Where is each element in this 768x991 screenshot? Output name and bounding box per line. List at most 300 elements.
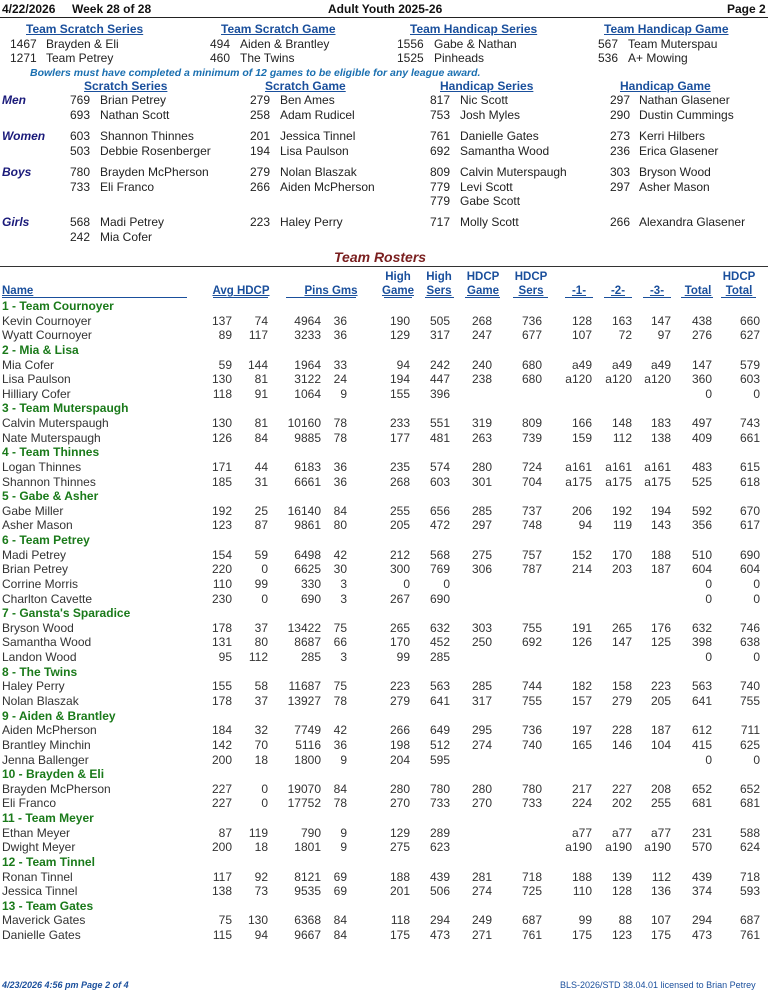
- bowler-game3: 138: [650, 430, 671, 445]
- individual-award-score: 297: [610, 93, 631, 107]
- bowler-pins: 8687: [294, 635, 321, 650]
- bowler-avg: 227: [211, 781, 232, 796]
- individual-award-score: 273: [610, 129, 631, 143]
- bowler-game2: 158: [611, 679, 632, 694]
- bowler-avg: 89: [218, 328, 232, 343]
- bowler-high-game: 280: [389, 781, 410, 796]
- team-name: 4 - Team Thinnes: [2, 445, 100, 460]
- bowler-name: Danielle Gates: [2, 928, 81, 943]
- bowler-game1: a77: [571, 825, 592, 840]
- bowler-game3: 143: [650, 518, 671, 533]
- individual-award-score: 780: [70, 165, 91, 179]
- bowler-name: Nate Muterspaugh: [2, 430, 101, 445]
- bowler-pins: 10160: [287, 416, 321, 431]
- bowler-pins: 9667: [294, 928, 321, 943]
- bowler-pins: 5116: [295, 737, 321, 752]
- individual-award-score: 693: [70, 107, 91, 122]
- bowler-hdcp-game: 275: [471, 547, 492, 562]
- bowler-name: Dwight Meyer: [2, 840, 76, 855]
- bowler-high-game: 190: [389, 313, 410, 328]
- bowler-hdcp-series: 733: [521, 796, 542, 811]
- bowler-hdcp-total: 761: [739, 928, 760, 943]
- bowler-hdcp-total: 660: [739, 313, 760, 328]
- individual-award-score: 266: [250, 179, 271, 194]
- col-header-pins-gms: Pins Gms: [304, 285, 358, 297]
- bowler-total: 276: [691, 328, 712, 343]
- col-header-high-sers: High Sers: [426, 271, 452, 297]
- bowler-games: 75: [333, 620, 347, 635]
- bowler-hdcp: 0: [261, 781, 268, 796]
- bowler-high-game: 300: [389, 562, 410, 577]
- bowler-hdcp-series: 737: [521, 503, 542, 518]
- bowler-game2: 147: [611, 635, 632, 650]
- bowler-high-series: 595: [429, 752, 450, 767]
- bowler-total: 415: [691, 737, 712, 752]
- individual-award-name: Asher Mason: [639, 179, 710, 194]
- bowler-high-game: 204: [389, 752, 410, 767]
- individual-award-score: 279: [250, 93, 271, 107]
- individual-award-name: Brian Petrey: [100, 93, 167, 107]
- individual-award-score: 779: [430, 194, 451, 208]
- report-date: 4/22/2026: [2, 2, 56, 16]
- bowler-game3: 205: [650, 694, 671, 708]
- bowler-name: Calvin Muterspaugh: [2, 416, 109, 431]
- individual-award-name: Calvin Muterspaugh: [460, 165, 567, 179]
- bowler-total: 0: [705, 576, 712, 591]
- individual-award-name: Gabe Scott: [460, 194, 521, 208]
- team-name: 5 - Gabe & Asher: [2, 489, 99, 504]
- bowler-game1: a49: [571, 357, 592, 372]
- bowler-pins: 1964: [294, 357, 321, 372]
- bowler-avg: 227: [211, 796, 232, 811]
- bowler-name: Jenna Ballenger: [2, 752, 89, 767]
- bowler-high-game: 198: [389, 737, 410, 752]
- bowler-game2: a120: [605, 372, 632, 387]
- award-category-label: Girls: [2, 215, 30, 229]
- bowler-games: 30: [333, 562, 347, 577]
- bowler-game3: 107: [650, 913, 671, 928]
- bowler-name: Ethan Meyer: [2, 825, 71, 840]
- bowler-hdcp-total: 690: [739, 547, 760, 562]
- bowler-hdcp-game: 281: [471, 869, 492, 884]
- bowler-hdcp: 81: [254, 416, 268, 431]
- team-name: 6 - Team Petrey: [2, 533, 90, 548]
- bowler-hdcp-total: 652: [739, 781, 760, 796]
- rosters-divider: [0, 266, 768, 267]
- bowler-name: Eli Franco: [2, 796, 57, 811]
- bowler-avg: 192: [211, 503, 232, 518]
- bowler-high-game: 265: [389, 620, 410, 635]
- bowler-game2: 112: [612, 430, 632, 445]
- bowler-name: Asher Mason: [2, 518, 73, 533]
- bowler-avg: 220: [211, 562, 232, 577]
- col-header-hdcp-game: HDCP Game: [466, 271, 500, 297]
- bowler-total: 409: [691, 430, 712, 445]
- bowler-game2: 192: [611, 503, 632, 518]
- eligibility-note: Bowlers must have completed a minimum of 12 games to be eligible for any league award.: [30, 67, 481, 79]
- bowler-total: 360: [691, 372, 712, 387]
- individual-award-name: Nic Scott: [460, 93, 509, 107]
- bowler-hdcp-total: 603: [739, 372, 760, 387]
- bowler-total: 0: [705, 591, 712, 606]
- bowler-total: 0: [705, 386, 712, 401]
- team-name: 10 - Brayden & Eli: [2, 767, 105, 782]
- bowler-hdcp-series: 780: [521, 781, 542, 796]
- bowler-avg: 126: [211, 430, 232, 445]
- bowler-hdcp-game: 280: [471, 781, 492, 796]
- individual-award-name: Lisa Paulson: [280, 143, 349, 158]
- bowler-high-series: 0: [443, 576, 450, 591]
- bowler-hdcp-series: 687: [521, 913, 542, 928]
- bowler-hdcp: 59: [254, 547, 268, 562]
- team-name: 3 - Team Muterspaugh: [2, 401, 129, 416]
- bowler-games: 3: [340, 591, 347, 606]
- bowler-hdcp-total: 0: [753, 576, 760, 591]
- bowler-hdcp-series: 740: [521, 737, 542, 752]
- bowler-name: Mia Cofer: [2, 357, 55, 372]
- bowler-game2: 265: [611, 620, 632, 635]
- bowler-games: 78: [333, 430, 347, 445]
- individual-award-name: Mia Cofer: [100, 229, 153, 244]
- bowler-hdcp-total: 743: [739, 416, 760, 431]
- individual-award-header: Handicap Series: [440, 79, 534, 93]
- bowler-hdcp-game: 274: [471, 737, 492, 752]
- bowler-high-series: 649: [429, 723, 450, 738]
- bowler-game1: 99: [578, 913, 592, 928]
- bowler-game1: 110: [572, 884, 592, 899]
- bowler-game1: 175: [571, 928, 592, 943]
- individual-award-name: Adam Rudicel: [280, 107, 355, 122]
- bowler-hdcp-series: 787: [521, 562, 542, 577]
- bowler-total: 473: [691, 928, 712, 943]
- individual-award-name: Haley Perry: [280, 215, 343, 229]
- bowler-avg: 95: [218, 650, 232, 665]
- bowler-hdcp-series: 755: [521, 620, 542, 635]
- bowler-high-game: 255: [389, 503, 410, 518]
- individual-award-score: 809: [430, 165, 451, 179]
- bowler-hdcp: 117: [248, 328, 268, 343]
- bowler-high-game: 266: [389, 723, 410, 738]
- bowler-high-game: 170: [389, 635, 410, 650]
- bowler-avg: 138: [211, 884, 232, 899]
- bowler-hdcp-game: 271: [471, 928, 492, 943]
- bowler-game3: 187: [650, 562, 671, 577]
- team-award-score: 1525: [397, 51, 424, 65]
- bowler-high-game: 205: [389, 518, 410, 533]
- bowler-high-series: 574: [429, 459, 450, 474]
- individual-award-score: 223: [250, 215, 271, 229]
- bowler-hdcp: 112: [248, 650, 268, 665]
- bowler-name: Brantley Minchin: [2, 737, 91, 752]
- bowler-high-game: 279: [389, 694, 410, 708]
- bowler-high-series: 632: [429, 620, 450, 635]
- bowler-game3: 176: [650, 620, 671, 635]
- bowler-game1: 157: [571, 694, 592, 708]
- bowler-hdcp-series: 677: [521, 328, 542, 343]
- bowler-game1: 128: [571, 313, 592, 328]
- bowler-pins: 19070: [287, 781, 321, 796]
- bowler-name: Charlton Cavette: [2, 591, 93, 606]
- bowler-name: Shannon Thinnes: [2, 474, 96, 489]
- league-title: Adult Youth 2025-26: [328, 2, 443, 16]
- col-header-hdcp-sers: HDCP Sers: [514, 271, 548, 297]
- bowler-high-game: 177: [389, 430, 410, 445]
- individual-award-score: 266: [610, 215, 631, 229]
- bowler-name: Madi Petrey: [2, 547, 67, 562]
- bowler-pins: 6661: [294, 474, 321, 489]
- bowler-name: Hilliary Cofer: [2, 386, 71, 401]
- bowler-total: 612: [691, 723, 712, 738]
- bowler-pins: 6498: [294, 547, 321, 562]
- bowler-hdcp-series: 725: [521, 884, 542, 899]
- bowler-game2: 163: [611, 313, 632, 328]
- bowler-total: 439: [691, 869, 712, 884]
- bowler-game1: 182: [571, 679, 592, 694]
- bowler-hdcp: 32: [254, 723, 268, 738]
- team-award-name: The Twins: [240, 51, 295, 65]
- team-name: 2 - Mia & Lisa: [2, 342, 79, 357]
- bowler-total: 147: [691, 357, 712, 372]
- bowler-hdcp-total: 588: [739, 825, 760, 840]
- bowler-games: 69: [333, 884, 347, 899]
- bowler-hdcp: 37: [254, 620, 268, 635]
- bowler-game2: 279: [611, 694, 632, 708]
- col-header-underline: [565, 297, 593, 298]
- individual-award-name: Kerri Hilbers: [639, 129, 706, 143]
- team-award-name: Team Petrey: [46, 51, 114, 65]
- bowler-avg: 184: [211, 723, 232, 738]
- bowler-hdcp: 74: [254, 313, 268, 328]
- individual-award-name: Brayden McPherson: [100, 165, 209, 179]
- bowler-name: Brayden McPherson: [2, 781, 111, 796]
- bowler-hdcp: 87: [254, 518, 268, 533]
- bowler-game1: 197: [571, 723, 592, 738]
- bowler-hdcp: 18: [254, 840, 268, 855]
- bowler-games: 84: [333, 503, 347, 518]
- bowler-game2: 72: [618, 328, 632, 343]
- bowler-game2: a175: [605, 474, 632, 489]
- bowler-game1: 214: [571, 562, 592, 577]
- bowler-total: 563: [691, 679, 712, 694]
- bowler-hdcp-game: 301: [471, 474, 492, 489]
- individual-award-score: 817: [430, 93, 451, 107]
- bowler-name: Nolan Blaszak: [2, 694, 79, 708]
- bowler-total: 681: [691, 796, 712, 811]
- bowler-game1: 107: [571, 328, 592, 343]
- bowler-game2: 170: [611, 547, 632, 562]
- bowler-hdcp-game: 303: [471, 620, 492, 635]
- bowler-hdcp: 73: [254, 884, 268, 899]
- bowler-avg: 230: [211, 591, 232, 606]
- bowler-name: Maverick Gates: [2, 913, 86, 928]
- bowler-high-series: 563: [429, 679, 450, 694]
- team-award-title: Team Handicap Game: [604, 22, 729, 36]
- bowler-hdcp-total: 617: [739, 518, 760, 533]
- bowler-high-series: 512: [429, 737, 450, 752]
- bowler-avg: 118: [212, 386, 232, 401]
- bowler-name: Bryson Wood: [2, 620, 74, 635]
- bowler-games: 78: [333, 796, 347, 811]
- bowler-game3: a161: [644, 459, 671, 474]
- bowler-hdcp-total: 746: [739, 620, 760, 635]
- bowler-high-series: 733: [429, 796, 450, 811]
- bowler-games: 9: [340, 386, 347, 401]
- bowler-avg: 200: [211, 752, 232, 767]
- bowler-pins: 9885: [294, 430, 321, 445]
- bowler-game1: a190: [565, 840, 592, 855]
- individual-award-name: Jessica Tinnel: [280, 129, 356, 143]
- bowler-hdcp-series: 680: [521, 372, 542, 387]
- team-name: 12 - Team Tinnel: [2, 854, 95, 869]
- bowler-game1: a161: [565, 459, 592, 474]
- bowler-game3: 125: [650, 635, 671, 650]
- bowler-game2: a49: [611, 357, 632, 372]
- bowler-game2: 228: [611, 723, 632, 738]
- bowler-game3: 104: [650, 737, 671, 752]
- bowler-hdcp: 94: [254, 928, 268, 943]
- team-award-title: Team Handicap Series: [410, 22, 538, 36]
- bowler-game2: 202: [611, 796, 632, 811]
- bowler-game1: 152: [571, 547, 592, 562]
- bowler-game1: 126: [571, 635, 592, 650]
- bowler-hdcp-series: 761: [521, 928, 542, 943]
- bowler-avg: 130: [211, 372, 232, 387]
- bowler-pins: 8121: [294, 869, 321, 884]
- bowler-avg: 178: [211, 620, 232, 635]
- report-week: Week 28 of 28: [72, 2, 152, 16]
- bowler-name: Landon Wood: [2, 650, 77, 665]
- bowler-hdcp-game: 249: [471, 913, 492, 928]
- bowler-total: 510: [691, 547, 712, 562]
- bowler-high-game: 223: [389, 679, 410, 694]
- bowler-hdcp-game: 274: [471, 884, 492, 899]
- bowler-pins: 790: [300, 825, 321, 840]
- bowler-hdcp: 18: [254, 752, 268, 767]
- bowler-games: 78: [333, 694, 347, 708]
- bowler-pins: 1801: [294, 840, 321, 855]
- bowler-games: 84: [333, 781, 347, 796]
- individual-award-header: Handicap Game: [620, 79, 711, 93]
- bowler-hdcp: 144: [247, 357, 268, 372]
- bowler-name: Lisa Paulson: [2, 372, 71, 387]
- team-name: 7 - Gansta's Sparadice: [2, 606, 131, 621]
- bowler-name: Brian Petrey: [2, 562, 69, 577]
- bowler-total: 592: [691, 503, 712, 518]
- bowler-hdcp-series: 692: [521, 635, 542, 650]
- bowler-high-game: 268: [389, 474, 410, 489]
- bowler-game2: 123: [611, 928, 632, 943]
- bowler-hdcp-series: 748: [521, 518, 542, 533]
- bowler-total: 632: [691, 620, 712, 635]
- bowler-pins: 6183: [294, 459, 321, 474]
- bowler-high-series: 656: [429, 503, 450, 518]
- bowler-hdcp-series: 755: [521, 694, 542, 708]
- header-divider: [0, 17, 768, 18]
- bowler-high-series: 289: [429, 825, 450, 840]
- bowler-total: 570: [691, 840, 712, 855]
- bowler-hdcp-game: 238: [471, 372, 492, 387]
- bowler-avg: 130: [211, 416, 232, 431]
- bowler-hdcp-total: 624: [739, 840, 760, 855]
- bowler-game3: a120: [644, 372, 671, 387]
- bowler-high-series: 551: [429, 416, 450, 431]
- bowler-hdcp-total: 615: [739, 459, 760, 474]
- col-header-underline: [681, 297, 713, 298]
- bowler-game2: 139: [611, 869, 632, 884]
- bowler-pins: 285: [300, 650, 321, 665]
- bowler-hdcp-series: 724: [521, 459, 542, 474]
- bowler-high-series: 396: [429, 386, 450, 401]
- bowler-avg: 59: [218, 357, 232, 372]
- bowler-hdcp: 91: [254, 386, 268, 401]
- bowler-hdcp-series: 809: [521, 416, 542, 431]
- bowler-avg: 117: [212, 869, 232, 884]
- bowler-high-series: 623: [429, 840, 450, 855]
- bowler-hdcp-game: 268: [471, 313, 492, 328]
- bowler-games: 42: [333, 547, 347, 562]
- bowler-hdcp: 0: [261, 562, 268, 577]
- bowler-game1: 94: [578, 518, 592, 533]
- bowler-high-series: 472: [429, 518, 450, 533]
- individual-award-name: Levi Scott: [460, 179, 513, 194]
- bowler-name: Haley Perry: [2, 679, 65, 694]
- bowler-game2: 146: [611, 737, 632, 752]
- bowler-hdcp-total: 618: [739, 474, 760, 489]
- bowler-high-game: 270: [389, 796, 410, 811]
- bowler-hdcp-game: 270: [471, 796, 492, 811]
- bowler-total: 356: [691, 518, 712, 533]
- bowler-hdcp: 31: [254, 474, 268, 489]
- col-header-underline: [721, 297, 756, 298]
- individual-award-name: Shannon Thinnes: [100, 129, 194, 143]
- bowler-high-series: 294: [429, 913, 450, 928]
- bowler-avg: 171: [211, 459, 232, 474]
- bowler-high-series: 285: [429, 650, 450, 665]
- bowler-games: 84: [333, 913, 347, 928]
- bowler-total: 438: [691, 313, 712, 328]
- team-award-title: Team Scratch Game: [221, 22, 336, 36]
- bowler-hdcp-series: 736: [521, 313, 542, 328]
- bowler-hdcp-game: 319: [471, 416, 492, 431]
- bowler-hdcp-game: 263: [471, 430, 492, 445]
- bowler-hdcp: 37: [254, 694, 268, 708]
- bowler-total: 652: [691, 781, 712, 796]
- bowler-games: 36: [333, 737, 347, 752]
- bowler-pins: 1064: [294, 386, 321, 401]
- team-award-name: Gabe & Nathan: [434, 37, 517, 51]
- bowler-hdcp: 25: [254, 503, 268, 518]
- bowler-game2: a161: [605, 459, 632, 474]
- bowler-name: Kevin Cournoyer: [2, 313, 92, 328]
- individual-award-score: 769: [70, 93, 91, 107]
- bowler-high-game: 0: [403, 576, 410, 591]
- bowler-high-game: 99: [396, 650, 410, 665]
- individual-award-name: Madi Petrey: [100, 215, 165, 229]
- bowler-games: 36: [333, 474, 347, 489]
- bowler-games: 3: [340, 576, 347, 591]
- bowler-hdcp-total: 625: [739, 737, 760, 752]
- individual-award-score: 503: [70, 143, 91, 158]
- bowler-pins: 1800: [294, 752, 321, 767]
- bowler-high-game: 175: [389, 928, 410, 943]
- individual-award-name: Josh Myles: [460, 107, 521, 122]
- col-header-underline: [425, 297, 454, 298]
- bowler-hdcp-game: 250: [471, 635, 492, 650]
- bowler-game3: a77: [650, 825, 671, 840]
- individual-award-score: 236: [610, 143, 631, 158]
- col-header-underline: [643, 297, 671, 298]
- bowler-hdcp-series: 744: [521, 679, 542, 694]
